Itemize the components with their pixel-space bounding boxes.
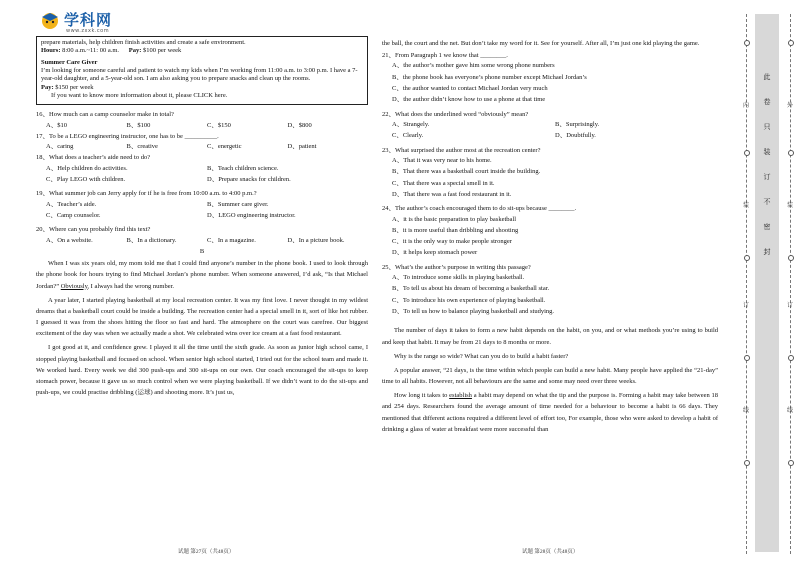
hours-value: 8:00 a.m.~11: 00 a.m. <box>60 47 120 55</box>
answer-option[interactable]: A、$10 <box>46 121 67 129</box>
inner-line-label: 装 <box>742 202 749 209</box>
answer-option[interactable]: D、patient <box>287 143 317 151</box>
right-column <box>382 38 718 438</box>
binding-char: 卷 <box>763 98 771 106</box>
paragraph-text-end: , I always had the wrong number. <box>87 282 175 290</box>
outer-line-label: 线 <box>786 407 793 414</box>
answer-option[interactable]: A、it is the basic preparation to play basketball <box>392 215 517 223</box>
answer-option[interactable]: B、$100 <box>126 121 151 129</box>
answer-option[interactable]: B、Teach children science. <box>207 164 279 172</box>
outer-cut-line <box>790 14 791 554</box>
footer-left: 试题 第27页（共48页） <box>178 549 235 555</box>
binding-hole <box>788 150 794 156</box>
binding-char: 装 <box>763 148 771 156</box>
binding-hole <box>744 460 750 466</box>
right-questions <box>382 52 718 319</box>
answer-option[interactable]: C、That there was a special smell in it. <box>392 179 495 187</box>
question <box>36 190 368 223</box>
binding-char: 此 <box>763 73 771 81</box>
answer-option[interactable]: D、To tell us how to balance playing basketball and studying. <box>392 308 555 316</box>
question-options <box>36 201 368 224</box>
answer-option[interactable]: A、To introduce some skills in playing basketball. <box>392 274 525 282</box>
answer-option[interactable]: D、Doubtfully. <box>555 132 596 140</box>
outer-line-label: 外 <box>786 102 793 109</box>
answer-option[interactable]: D、LEGO engineering instructor. <box>207 212 296 219</box>
answer-option[interactable]: B、Surprisingly. <box>555 121 600 129</box>
left-questions <box>36 111 368 245</box>
binding-hole <box>788 355 794 361</box>
hours-label: Hours: <box>41 47 61 55</box>
binding-hole <box>744 355 750 361</box>
outer-line-label: 订 <box>786 302 793 309</box>
binding-hole <box>788 255 794 261</box>
answer-option[interactable]: C、it is the only way to make people stronger <box>392 238 512 246</box>
answer-option[interactable]: A、caring <box>46 143 74 151</box>
passage-b <box>36 258 368 398</box>
answer-option[interactable]: D、$800 <box>287 121 312 129</box>
question-options <box>382 62 718 107</box>
underlined-word: Obviously <box>60 282 88 290</box>
question-stem: 21、From Paragraph 1 we know that ________. <box>382 52 508 60</box>
question-options <box>36 122 368 130</box>
answer-option[interactable]: C、Camp counselor. <box>46 212 101 219</box>
binding-strip <box>755 14 779 552</box>
binding-hole <box>788 460 794 466</box>
outer-line-label: 装 <box>786 202 793 209</box>
question <box>36 154 368 187</box>
answer-option[interactable]: C、$150 <box>207 121 231 129</box>
passage-paragraph <box>36 295 368 340</box>
answer-option[interactable]: C、energetic <box>207 143 242 151</box>
question <box>382 111 718 144</box>
binding-char: 订 <box>763 173 771 181</box>
paragraph-text: A year later, I started playing basketball at my local recreation center. It was my first love. I never thought in my wildest dreams that a basketball court could be inside a building. The recreation center had a special smell in it, sort of like hot rubber. I guessed it was from the shoes hitting the floor so fast and hard. The atmosphere on the court was carefree. Our biggest excitement of the day was when we actually made a shot. We celebrated wins over ice cream at a fast food restaurant. <box>36 296 368 338</box>
footer-right: 试题 第28页（共48页） <box>522 549 579 555</box>
paragraph-text: Why is the range so wide? What can you do to build a habit faster? <box>394 352 569 360</box>
answer-option[interactable]: B、it is more useful than dribbling and shooting <box>392 226 519 234</box>
paragraph-text: When I was six years old, my mom told me that I could find anyone’s number in the phone book. I used to look through the phone book for hours trying to find Michael Jordan’s phone number. When someone answered, I’d ask, “Is that Michael Jordan?” <box>36 260 368 290</box>
answer-option[interactable]: C、In a magazine. <box>207 236 256 244</box>
answer-option[interactable]: B、creative <box>126 143 158 151</box>
paragraph-text: I got good at it, and confidence grew. I played it all the time until the sixth grade. As soon as junior high school came, I stopped playing basketball and focused on school. When senior high school started, I tried out for the school team and made it. We worked hard. Every week we did 300 push-ups and 300 sit-ups on our own. Our coach encouraged the sit-ups to keep stomach power, because it gave us so much control when we were playing basketball. If we didn’t want to do the sit-ups and push-ups, we could practise dribbling (运球) and shooting more. It’s just us, <box>36 344 368 397</box>
section-b-heading: B <box>199 247 205 255</box>
question-options <box>36 165 368 188</box>
answer-option[interactable]: B、In a dictionary. <box>126 236 177 244</box>
binding-hole <box>744 40 750 46</box>
answer-option[interactable]: D、the author didn’t know how to use a phone at that time <box>392 96 546 104</box>
box-line1: prepare materials, help children finish activities and create a safe environment. <box>41 39 246 46</box>
question <box>36 111 368 130</box>
question-stem: 20、Where can you probably find this text? <box>36 226 151 234</box>
inner-line-label: 订 <box>742 302 749 309</box>
question-stem: 17、To be a LEGO engineering instructor, one has to be __________. <box>36 132 219 140</box>
paragraph-text: The number of days it takes to form a new habit depends on the habit, on you, and or what methods you’re using to build and keep that habit. It may be from 21 days to 8 months or more. <box>382 327 718 346</box>
question-stem: 22、What does the underlined word “obviously” mean? <box>382 110 529 118</box>
care-giver-title: Summer Care Giver <box>41 58 98 66</box>
binding-char: 只 <box>763 123 771 131</box>
logo-name: 学科网 <box>64 11 113 29</box>
paragraph-text-end: a habit may depend on what the tip and the purpose is. Forming a habit may take between 18 and 254 days. Researchers found the average amount of time needed for a behaviour to become a habit is 66 days. They mentioned that different actions required a different level of effort too, For example, those who were asked to develop a habit of drinking a glass of water at breakfast were more successful than <box>382 392 719 433</box>
right-intro: the ball, the court and the net. But don’t take my word for it. See for yourself. After all, I’m just one kid playing the game. <box>382 40 700 47</box>
binding-hole <box>744 150 750 156</box>
logo-url: www.zxxk.com <box>66 28 110 34</box>
answer-option[interactable]: A、Help children do activities. <box>46 164 128 172</box>
question <box>382 205 718 261</box>
binding-hole <box>744 255 750 261</box>
answer-option[interactable]: B、To tell us about his dream of becoming a basketball star. <box>392 285 550 293</box>
question <box>36 226 368 245</box>
passage-paragraph <box>382 325 718 347</box>
hours-pay-line <box>41 47 363 55</box>
question-options <box>36 237 368 245</box>
underlined-word: establish <box>449 392 472 400</box>
site-logo <box>40 8 140 38</box>
answer-option[interactable]: D、In a picture book. <box>287 236 345 244</box>
question <box>382 264 718 320</box>
pay-value: $100 per week <box>141 47 182 55</box>
binding-char: 封 <box>763 248 771 256</box>
care-giver-body: I’m looking for someone careful and patient to watch my kids when I’m working from 11:00 a.m. to 3:00 p.m. I have a 7-year-old daughter, and a 5-year-old son. I am also asking you to prepare snacks and clean up the rooms. <box>41 66 358 83</box>
answer-option[interactable]: A、Strangely. <box>392 121 430 129</box>
question-options <box>382 121 718 144</box>
question-stem: 24、The author’s coach encouraged them to do sit-ups because ________. <box>382 205 577 213</box>
job-ads-box <box>36 36 368 105</box>
question-stem: 18、What does a teacher’s aide need to do? <box>36 154 151 162</box>
question-stem: 23、What surprised the author most at the recreation center? <box>382 146 541 154</box>
paragraph-text: A popular answer, “21 days, is the time within which people can build a new habit. Many people have applied the “21-day” time to all habits. However, not all behaviours are the same and some may need over three weeks. <box>382 366 718 386</box>
question <box>382 147 718 203</box>
answer-option[interactable]: B、Summer care giver. <box>207 200 269 208</box>
pay2-label: Pay: <box>41 83 54 91</box>
question-options <box>382 216 718 261</box>
pay2-value: $150 per week <box>53 83 94 91</box>
answer-option[interactable]: A、Teacher’s aide. <box>46 200 97 208</box>
inner-line-label: 线 <box>742 407 749 414</box>
inner-cut-line <box>746 14 747 554</box>
answer-option[interactable]: A、That it was very near to his home. <box>392 156 492 164</box>
graduation-cap-icon <box>40 10 60 30</box>
inner-line-label: 内 <box>742 102 749 109</box>
left-column <box>36 36 368 401</box>
passage-paragraph <box>382 351 718 362</box>
binding-char: 不 <box>763 198 771 206</box>
answer-option[interactable]: B、the phone book has everyone’s phone number except Michael Jordan’s <box>392 73 587 81</box>
pay-label: Pay: <box>128 47 142 55</box>
question-stem: 16、How much can a camp counselor make in total? <box>36 111 174 119</box>
answer-option[interactable]: D、it helps keep stomach power <box>392 249 478 257</box>
binding-char: 密 <box>763 223 771 231</box>
question <box>382 52 718 108</box>
paragraph-text: How long it takes to <box>394 392 450 400</box>
passage-c <box>382 325 718 435</box>
passage-paragraph <box>36 258 368 292</box>
answer-option[interactable]: C、To introduce his own experience of playing basketball. <box>392 296 546 304</box>
binding-hole <box>788 40 794 46</box>
question-options <box>382 274 718 319</box>
pay2-line <box>41 84 363 92</box>
answer-option[interactable]: A、the author’s mother gave him some wrong phone numbers <box>392 62 555 70</box>
answer-option[interactable]: B、That there was a basketball court inside the building. <box>392 168 541 176</box>
more-info-link[interactable]: If you want to know more information about it, please CLICK here. <box>51 91 228 99</box>
question-stem: 25、What’s the author’s purpose in writing this passage? <box>382 263 531 271</box>
answer-option[interactable]: C、Clearly. <box>392 132 424 140</box>
answer-option[interactable]: A、On a website. <box>46 236 93 244</box>
answer-option[interactable]: C、Play LEGO with children. <box>46 176 126 184</box>
answer-option[interactable]: C、the author wanted to contact Michael Jordan very much <box>392 85 548 93</box>
question-options <box>382 157 718 202</box>
passage-paragraph <box>36 342 368 398</box>
answer-option[interactable]: D、Prepare snacks for children. <box>207 176 291 184</box>
passage-paragraph <box>382 365 718 387</box>
answer-option[interactable]: D、That there was a fast food restaurant in it. <box>392 190 512 198</box>
question-stem: 19、What summer job can Jerry apply for if he is free from 10:00 a.m. to 4:00 p.m.? <box>36 190 257 198</box>
question <box>36 133 368 152</box>
passage-paragraph <box>382 390 718 435</box>
question-options <box>36 143 368 151</box>
